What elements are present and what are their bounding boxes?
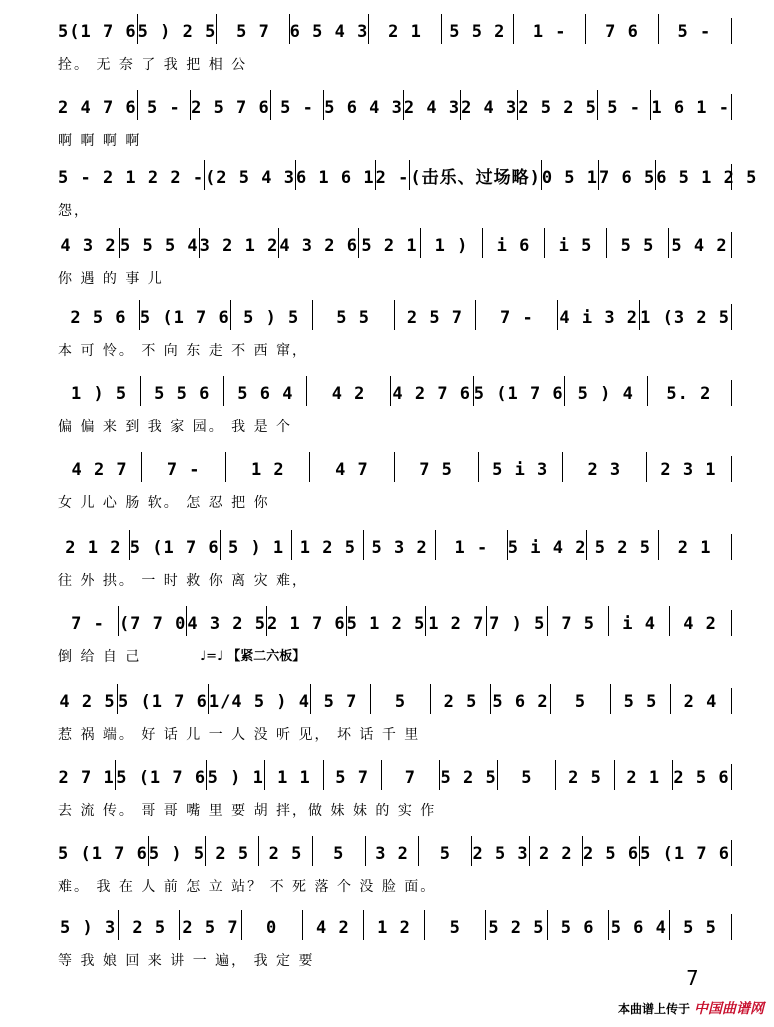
measure: 4 2 <box>669 606 730 636</box>
measure: 4 2 5 <box>59 692 116 712</box>
measure: 5 - <box>597 90 650 120</box>
measure: 5 5 <box>669 910 730 940</box>
lyrics-line: 等 我 娘 回 来 讲 一 遍， 我 定 要 <box>58 953 315 969</box>
measure: 1 - <box>435 530 507 560</box>
tempo-equivalence: ♩=♩ <box>200 649 224 664</box>
measure: 2 5 <box>258 836 311 866</box>
tempo-marking <box>200 645 305 664</box>
measure: 2 1 <box>658 530 730 560</box>
tempo-label: 【紧二六板】 <box>227 649 306 664</box>
measure: 5 ) 1 <box>220 530 292 560</box>
measure: 4 3 2 5 <box>186 606 266 636</box>
measure: 5 6 2 <box>490 684 550 714</box>
measure: 1 6 1 - <box>650 90 730 120</box>
measure: 2 3 1 <box>646 452 730 482</box>
measure: 5 7 <box>323 760 381 790</box>
measure: 5 (1 7 6 <box>115 760 206 790</box>
notation-line <box>58 606 730 636</box>
measure: 7 6 5 <box>598 160 655 190</box>
measure: 5 - <box>137 90 190 120</box>
notation-line <box>58 836 730 866</box>
measure: 3 2 <box>365 836 418 866</box>
score-system <box>58 452 730 514</box>
measure: 4 2 7 6 <box>390 376 473 406</box>
measure: 2 4 3 <box>403 90 460 120</box>
notation-line <box>58 228 730 258</box>
measure: 5. 2 <box>647 376 730 406</box>
measure: 2 1 2 <box>65 538 122 558</box>
lyrics-line: 偏 偏 来 到 我 家 园。 我 是 个 <box>58 419 293 435</box>
measure: 5 i 4 2 <box>507 530 587 560</box>
lyrics-line: 去 流 传。 哥 哥 嘴 里 要 胡 拌，做 妹 妹 的 实 作 <box>58 803 437 819</box>
measure: 5 6 <box>547 910 608 940</box>
measure: i 6 <box>482 228 544 258</box>
measure: 5 5 <box>610 684 670 714</box>
measure: 7 6 <box>585 14 657 44</box>
score-system <box>58 760 730 822</box>
measure: 4 7 <box>309 452 393 482</box>
lyrics-line: 倒 给 自 己 <box>58 649 142 665</box>
measure: 5 ) 1 <box>206 760 264 790</box>
measure: 5 4 2 <box>668 228 730 258</box>
page-number: 7 <box>686 966 699 990</box>
measure: 2 4 7 6 <box>58 98 137 118</box>
score-system <box>58 530 730 592</box>
measure: 5 (1 7 6 <box>117 684 208 714</box>
lyrics-line: 你 遇 的 事 儿 <box>58 271 164 287</box>
measure: 5 <box>370 684 430 714</box>
score-system <box>58 160 758 222</box>
measure: 5 - <box>658 14 730 44</box>
notation-line <box>58 160 758 190</box>
site-logo[interactable] <box>694 998 764 1018</box>
measure: 2 - <box>375 160 410 190</box>
measure: 5 (1 7 6 <box>473 376 564 406</box>
measure: 1/4 5 ) 4 <box>208 684 310 714</box>
measure: 4 i 3 2 <box>557 300 639 330</box>
footer-text: 本曲谱上传于 <box>617 1001 690 1016</box>
measure: 2 4 <box>670 684 730 714</box>
measure: 5 2 5 <box>586 530 658 560</box>
measure: 5 5 <box>606 228 668 258</box>
score-system <box>58 228 730 290</box>
measure: 5 1 2 5 <box>346 606 426 636</box>
measure: 0 <box>241 910 302 940</box>
measure: 1 2 7 <box>425 606 486 636</box>
lyrics-line: 往 外 拱。 一 时 救 你 离 灾 难， <box>58 573 309 589</box>
measure: 5 ) 3 <box>60 918 117 938</box>
measure: (7 7 0 <box>118 606 186 636</box>
measure: 5 ) 5 <box>230 300 312 330</box>
measure: 5 5 5 4 <box>119 228 199 258</box>
measure: 2 3 <box>562 452 646 482</box>
measure: i 4 <box>608 606 669 636</box>
measure: 2 5 6 <box>582 836 639 866</box>
measure: 5 <box>550 684 610 714</box>
measure: i 5 <box>544 228 606 258</box>
score-system <box>58 90 730 152</box>
score-system <box>58 606 730 668</box>
measure: 5 <box>424 910 485 940</box>
notation-line <box>58 376 730 406</box>
score-system <box>58 300 730 362</box>
score-system <box>58 14 730 76</box>
measure: 1 2 <box>225 452 309 482</box>
measure: 2 5 6 <box>672 760 730 790</box>
measure: 1 2 <box>363 910 424 940</box>
lyrics-line: 拴。 无 奈 了 我 把 相 公 <box>58 57 248 73</box>
measure: 5(1 7 6 <box>58 22 137 42</box>
measure: 2 5 7 6 <box>190 90 270 120</box>
measure: 5 2 5 <box>485 910 546 940</box>
measure: 2 5 7 <box>394 300 476 330</box>
measure: 4 2 <box>302 910 363 940</box>
lyrics-line: 惹 祸 端。 好 话 儿 一 人 没 听 见， 坏 话 千 里 <box>58 727 421 743</box>
measure: 2 1 7 6 <box>266 606 346 636</box>
measure: 5 6 4 <box>223 376 306 406</box>
measure: 2 5 7 <box>179 910 240 940</box>
measure: 5 <box>418 836 471 866</box>
measure: 2 7 1 <box>58 768 115 788</box>
measure: 1 - <box>513 14 585 44</box>
measure: 2 5 2 5 <box>517 90 597 120</box>
notation-line <box>58 452 730 482</box>
measure: 6 5 1 2 5 <box>655 160 757 190</box>
measure: 7 - <box>475 300 557 330</box>
measure: 2 5 6 <box>70 308 127 328</box>
measure: 5 5 <box>312 300 394 330</box>
notation-line <box>58 910 730 940</box>
footer <box>618 998 764 1018</box>
measure: 1 2 5 <box>291 530 363 560</box>
measure: 5 (1 7 6 <box>639 836 730 866</box>
measure: 4 2 <box>306 376 389 406</box>
measure: 5 2 5 <box>439 760 497 790</box>
measure: 5 6 4 <box>608 910 669 940</box>
measure: (击乐、过场略) <box>409 160 540 190</box>
measure: 5 - 2 1 2 2 - <box>58 168 205 188</box>
measure: 5 3 2 <box>363 530 435 560</box>
measure: 5 ) 2 5 <box>137 14 217 44</box>
measure: 6 1 6 1 <box>295 160 375 190</box>
measure: 7 <box>381 760 439 790</box>
measure: 7 5 <box>547 606 608 636</box>
measure: 5 <box>497 760 555 790</box>
measure: 2 2 <box>529 836 582 866</box>
measure: 1 (3 2 5 <box>639 300 730 330</box>
score-system <box>58 910 730 972</box>
measure: 6 5 4 3 <box>289 14 369 44</box>
notation-line <box>58 530 730 560</box>
measure: 2 5 <box>118 910 179 940</box>
measure: 5 (1 7 6 <box>139 300 230 330</box>
score-system <box>58 836 730 898</box>
measure: 5 2 1 <box>358 228 420 258</box>
measure: 7 5 <box>394 452 478 482</box>
measure: 5 - <box>270 90 323 120</box>
lyrics-line: 难。 我 在 人 前 怎 立 站？ 不 死 落 个 没 脸 面。 <box>58 879 437 895</box>
measure: 2 5 <box>555 760 613 790</box>
measure: (2 5 4 3 <box>204 160 295 190</box>
measure: 5 (1 7 6 <box>58 844 148 864</box>
notation-line <box>58 300 730 330</box>
measure: 2 1 <box>614 760 672 790</box>
lyrics-line: 怨， <box>58 203 90 219</box>
measure: 2 5 3 <box>471 836 528 866</box>
measure: 4 3 2 6 <box>278 228 358 258</box>
measure: 5 7 <box>310 684 370 714</box>
measure: 2 4 3 <box>460 90 517 120</box>
measure: 5 5 2 <box>441 14 513 44</box>
measure: 1 ) 5 <box>70 384 128 404</box>
measure: 2 5 <box>430 684 490 714</box>
measure: 5 6 4 3 <box>323 90 403 120</box>
measure: 2 5 <box>205 836 258 866</box>
lyrics-line: 本 可 怜。 不 向 东 走 不 西 窜， <box>58 343 309 359</box>
measure: 4 2 7 <box>71 460 128 480</box>
measure: 5 7 <box>216 14 288 44</box>
measure: 1 1 <box>264 760 322 790</box>
measure: 5 (1 7 6 <box>129 530 220 560</box>
lyrics-line: 啊 啊 啊 啊 <box>58 133 142 149</box>
measure: 5 <box>312 836 365 866</box>
measure: 7 ) 5 <box>486 606 547 636</box>
score-system <box>58 684 730 746</box>
notation-line <box>58 90 730 120</box>
score-system <box>58 376 730 438</box>
site-name: 中国曲谱网 <box>694 1001 764 1017</box>
measure: 2 1 <box>368 14 440 44</box>
measure: 3 2 1 2 <box>199 228 279 258</box>
measure: 5 ) 5 <box>148 836 205 866</box>
lyrics-line: 女 儿 心 肠 软。 怎 忍 把 你 <box>58 495 270 511</box>
measure: 7 - <box>141 452 225 482</box>
notation-line <box>58 760 730 790</box>
measure: 0 5 1 <box>541 160 598 190</box>
measure: 4 3 2 <box>60 236 117 256</box>
measure: 5 i 3 <box>478 452 562 482</box>
notation-line <box>58 684 730 714</box>
measure: 7 - <box>71 614 105 634</box>
measure: 1 ) <box>420 228 482 258</box>
measure: 5 ) 4 <box>564 376 647 406</box>
notation-line <box>58 14 730 44</box>
measure: 5 5 6 <box>140 376 223 406</box>
